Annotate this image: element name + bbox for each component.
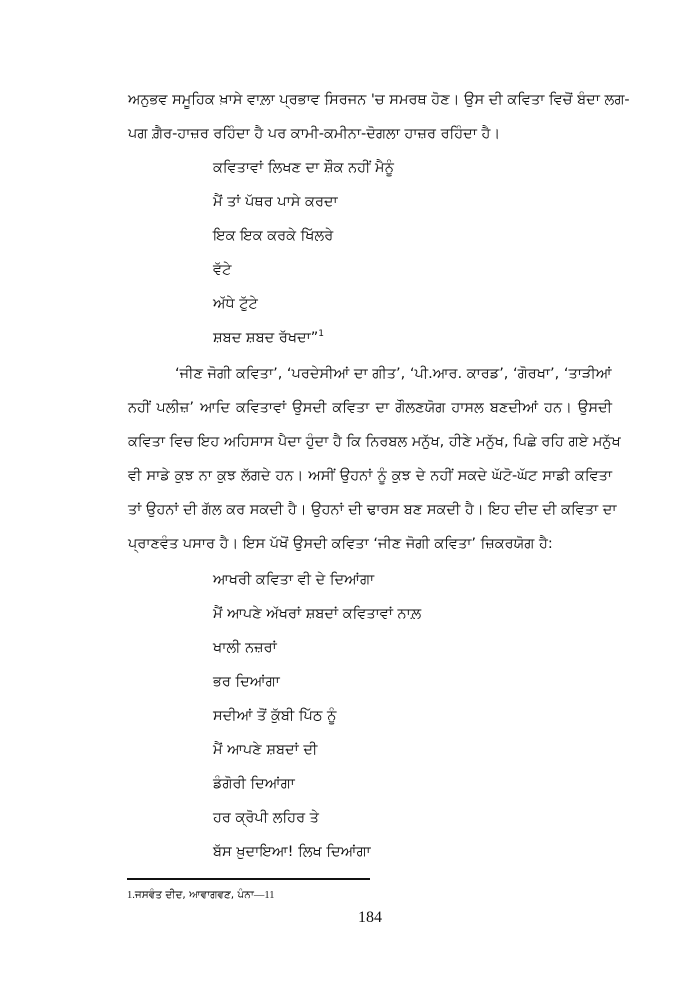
verse-line: ਖਾਲੀ ਨਜ਼ਰਾਂ [213,640,277,656]
footnote-number: 1. [127,890,135,901]
verse-line: ਭਰ ਦਿਆਂਗਾ [213,674,280,690]
verse-line: ਮੈਂ ਤਾਂ ਪੱਥਰ ਪਾਸੇ ਕਰਦਾ [213,194,338,210]
paragraph-line: ਤਾਂ ਉਹਨਾਂ ਦੀ ਗੱਲ ਕਰ ਸਕਦੀ ਹੈ। ਉਹਨਾਂ ਦੀ ਢਾਰਸ ਬਣ ਸਕਦੀ ਹੈ। ਇਹ ਦੀਦ ਦੀ ਕਵਿਤਾ ਦਾ [128,502,617,518]
paragraph-line: ਅਨੁਭਵ ਸਮੂਹਿਕ ਖ਼ਾਸੇ ਵਾਲ਼ਾ ਪ੍ਰਭਾਵ ਸਿਰਜਨ 'ਚ ਸਮਰਥ ਹੋਣ। ਉਸ ਦੀ ਕਵਿਤਾ ਵਿਚੋਂ ਬੰਦਾ ਲਗ- [128,92,630,108]
verse-line: ਵੱਟੇ [213,262,232,278]
paragraph-line: ਵੀ ਸਾਡੇ ਕੁਝ ਨਾ ਕੁਝ ਲੱਗਦੇ ਹਨ। ਅਸੀਂ ਉਹਨਾਂ ਨੂੰ ਕੁਝ ਦੇ ਨਹੀਂ ਸਕਦੇ ਘੱਟੋ-ਘੱਟ ਸਾਡੀ ਕਵਿਤਾ [128,468,612,484]
page-number: 184 [358,909,382,926]
paragraph-line: ਪ੍ਰਾਣਵੰਤ ਪਸਾਰ ਹੈ। ਇਸ ਪੱਖੋਂ ਉਸਦੀ ਕਵਿਤਾ ‘ਜੀਣ ਜੋਗੀ ਕਵਿਤਾ’ ਜ਼ਿਕਰਯੋਗ ਹੈ: [128,536,553,552]
verse-line-with-footnote [213,328,324,348]
verse-line: ਕਵਿਤਾਵਾਂ ਲਿਖਣ ਦਾ ਸ਼ੌਕ ਨਹੀਂ ਮੈਨੂੰ [213,160,394,176]
verse-line: ਸਦੀਆਂ ਤੋਂ ਕੁੱਬੀ ਪਿੱਠ ਨੂੰ [213,708,337,724]
verse-line: ਇਕ ਇਕ ਕਰਕੇ ਖਿੱਲਰੇ [213,228,334,244]
footnote-page-ref: —11 [253,890,275,901]
paragraph-line: ‘ਜੀਣ ਜੋਗੀ ਕਵਿਤਾ’, ‘ਪਰਦੇਸੀਆਂ ਦਾ ਗੀਤ’, ‘ਪੀ.ਆਰ. ਕਾਰਡ’, ‘ਗੋਰਖਾ’, ‘ਤਾੜੀਆਂ [175,366,612,382]
paragraph-line: ਕਵਿਤਾ ਵਿਚ ਇਹ ਅਹਿਸਾਸ ਪੈਦਾ ਹੁੰਦਾ ਹੈ ਕਿ ਨਿਰਬਲ ਮਨੁੱਖ, ਹੀਣੇ ਮਨੁੱਖ, ਪਿਛੇ ਰਹਿ ਗਏ ਮਨੁੱਖ [128,434,621,450]
verse-line: ਸ਼ਬਦ ਸ਼ਬਦ ਰੱਖਦਾ” [213,330,319,346]
verse-line: ਮੈਂ ਆਪਣੇ ਸ਼ਬਦਾਂ ਦੀ [213,742,318,758]
verse-line: ਬੱਸ ਖ਼ੁਦਾਇਆ! ਲਿਖ ਦਿਆਂਗਾ [213,844,371,860]
verse-line: ਮੈਂ ਆਪਣੇ ਅੱਖਰਾਂ ਸ਼ਬਦਾਂ ਕਵਿਤਾਵਾਂ ਨਾਲ਼ [213,606,422,622]
paragraph-line: ਨਹੀਂ ਪਲੀਜ਼’ ਆਦਿ ਕਵਿਤਾਵਾਂ ਉਸਦੀ ਕਵਿਤਾ ਦਾ ਗੌਲਣਯੋਗ ਹਾਸਲ ਬਣਦੀਆਂ ਹਨ। ਉਸਦੀ [128,400,612,416]
footnote [127,888,274,903]
verse-line: ਡੰਗੋਰੀ ਦਿਆਂਗਾ [213,776,295,792]
footnote-text: ਜਸਵੰਤ ਦੀਦ, ਆਵਾਗਵਣ, ਪੰਨਾ [134,889,254,901]
footnote-marker: 1 [318,329,325,340]
paragraph-line: ਪਗ ਗ਼ੈਰ-ਹਾਜ਼ਰ ਰਹਿੰਦਾ ਹੈ ਪਰ ਕਾਮੀ-ਕਮੀਨਾ-ਦੋਗਲਾ ਹਾਜ਼ਰ ਰਹਿੰਦਾ ਹੈ। [128,126,501,142]
verse-line: ਆਖਰੀ ਕਵਿਤਾ ਵੀ ਦੇ ਦਿਆਂਗਾ [213,572,375,588]
verse-line: ਹਰ ਕ੍ਰੋਪੀ ਲਹਿਰ ਤੇ [213,810,319,826]
verse-line: ਅੱਧੇ ਟੁੱਟੇ [213,296,258,312]
footnote-separator [127,878,370,880]
